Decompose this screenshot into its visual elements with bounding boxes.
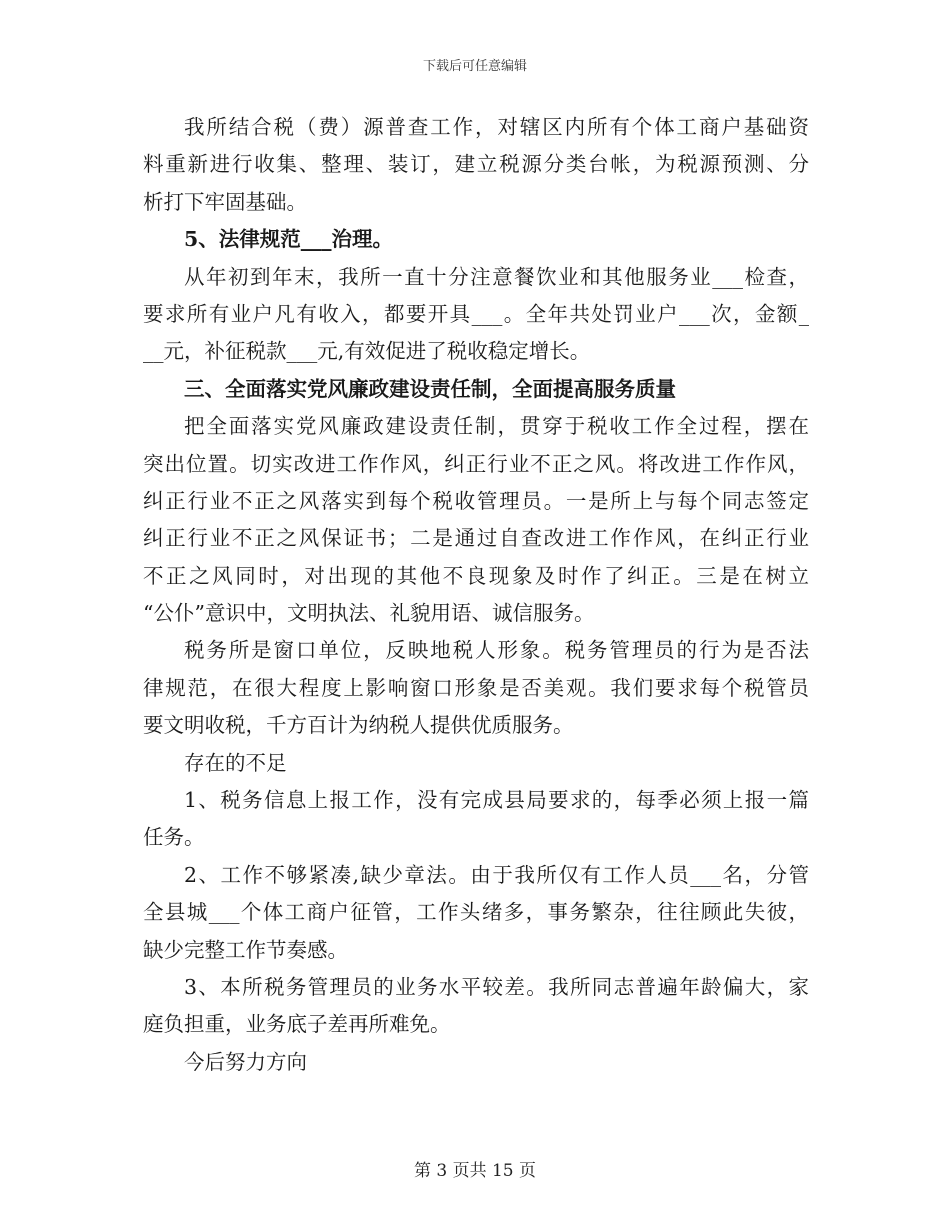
text-line: 3、本所税务管理员的业务水平较差。我所同志普遍年龄偏大，家 [184,974,809,999]
text-line: 存在的不足 [184,750,287,775]
text-line: 1、税务信息上报工作，没有完成县局要求的，每季必须上报一篇 [184,788,809,813]
text-line: 任务。 [143,825,205,850]
section-heading: 三、全面落实党风廉政建设责任制，全面提高服务质量 [184,376,676,401]
text-line: 要求所有业户凡有收入，都要开具___。全年共处罚业户___次，金额_ [143,301,809,326]
text-line: 纠正行业不正之风保证书；二是通过自查改进工作作风，在纠正行业 [143,526,809,551]
text-line: “公仆”意识中，文明执法、礼貌用语、诚信服务。 [143,601,595,626]
text-line: 不正之风同时，对出现的其他不良现象及时作了纠正。三是在树立 [143,563,809,588]
text-line: 税务所是窗口单位，反映地税人形象。税务管理员的行为是否法 [184,638,809,663]
text-line: 从年初到年末，我所一直十分注意餐饮业和其他服务业___检查， [184,264,809,289]
text-line: 把全面落实党风廉政建设责任制，贯穿于税收工作全过程，摆在 [184,414,809,439]
text-line: 要文明收税，千方百计为纳税人提供优质服务。 [143,713,574,738]
text-line: 今后努力方向 [184,1049,307,1074]
text-line: 料重新进行收集、整理、装订，建立税源分类台帐，为税源预测、分 [143,152,809,177]
page-footer: 第 3 页共 15 页 [413,1161,537,1181]
text-line: 纠正行业不正之风落实到每个税收管理员。一是所上与每个同志签定 [143,488,809,513]
text-line: __元，补征税款___元,有效促进了税收稳定增长。 [143,339,591,364]
text-line: 全县城___个体工商户征管，工作头绪多，事务繁杂，往往顾此失彼， [143,900,809,925]
page-header: 下载后可任意编辑 [422,59,527,74]
text-line: 2、工作不够紧凑,缺少章法。由于我所仅有工作人员___名，分管 [184,862,809,887]
text-line: 律规范，在很大程度上影响窗口形象是否美观。我们要求每个税管员 [143,675,809,700]
text-line: 我所结合税（费）源普查工作，对辖区内所有个体工商户基础资 [184,115,809,139]
text-line: 庭负担重，业务底子差再所难免。 [143,1012,451,1037]
text-line: 突出位置。切实改进工作作风，纠正行业不正之风。将改进工作作风， [143,451,809,476]
section-heading: 5、法律规范___治理。 [184,227,394,252]
text-line: 缺少完整工作节奏感。 [143,937,348,962]
document-body [143,109,809,1081]
text-line: 析打下牢固基础。 [143,189,307,214]
